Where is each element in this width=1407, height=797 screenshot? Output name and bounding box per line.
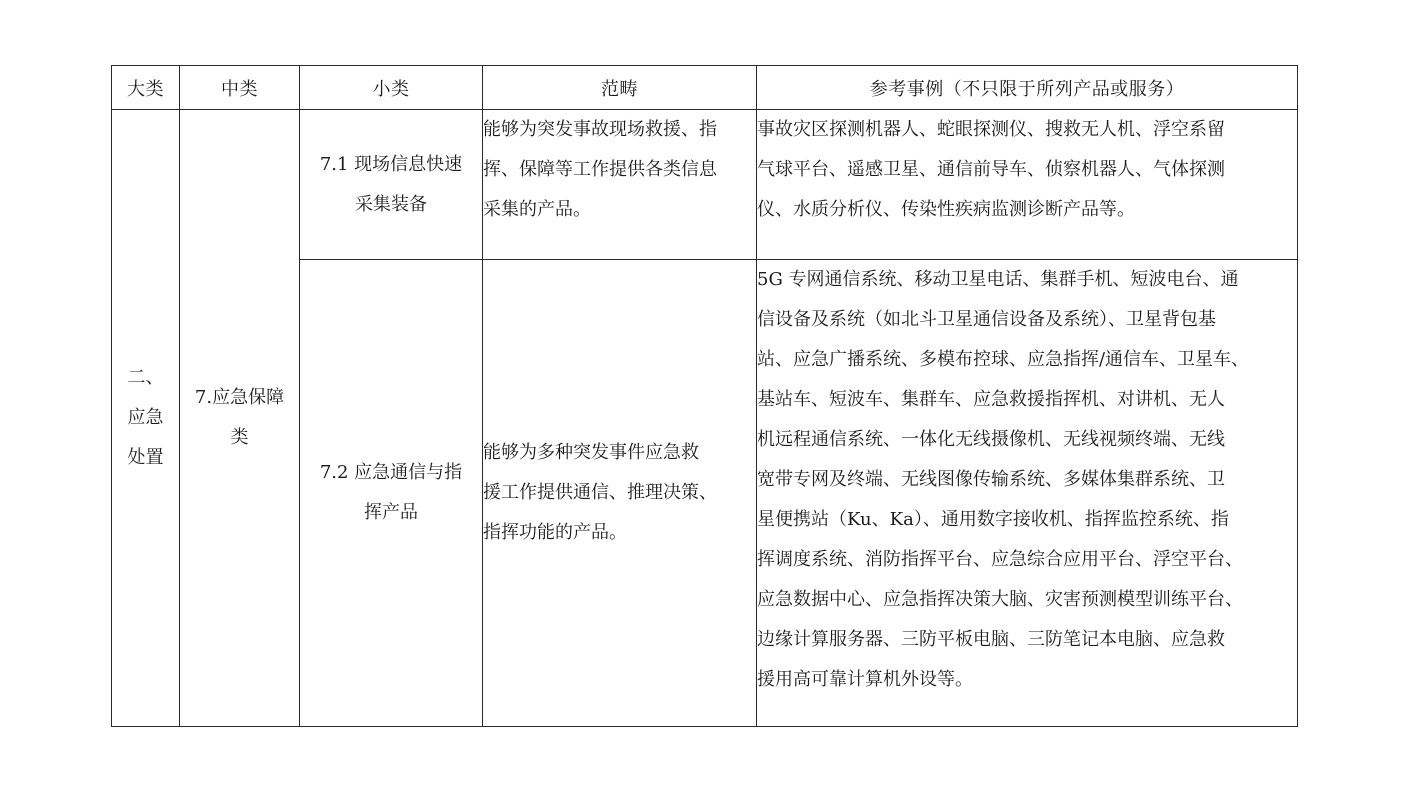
- middle-category-cell: [180, 110, 300, 727]
- scope-line: 援工作提供通信、推理决策、: [483, 482, 717, 503]
- examples-line: 5G 专网通信系统、移动卫星电话、集群手机、短波电台、通: [757, 269, 1239, 290]
- scope-line: 能够为突发事故现场救援、指: [483, 119, 717, 140]
- sub-category-line: 7.2 应急通信与指: [319, 462, 463, 483]
- sub-category-cell: [300, 260, 483, 727]
- scope-line: 挥、保障等工作提供各类信息: [483, 159, 717, 180]
- examples-line: 援用高可靠计算机外设等。: [757, 669, 973, 690]
- examples-line: 信设备及系统（如北斗卫星通信设备及系统）、卫星背包基: [757, 309, 1216, 330]
- header-sub-category: 小类: [300, 66, 483, 110]
- examples-line: 气球平台、遥感卫星、通信前导车、侦察机器人、气体探测: [757, 159, 1225, 180]
- examples-line: 基站车、短波车、集群车、应急救援指挥机、对讲机、无人: [757, 389, 1225, 410]
- examples-line: 站、应急广播系统、多模布控球、应急指挥/通信车、卫星车、: [757, 349, 1250, 370]
- scope-line: 采集的产品。: [483, 199, 591, 220]
- scope-cell: [483, 110, 757, 260]
- scope-line: 指挥功能的产品。: [483, 522, 627, 543]
- scope-line: 能够为多种突发事件应急救: [483, 442, 699, 463]
- classification-table: [111, 65, 1298, 727]
- sub-category-line: 挥产品: [364, 502, 418, 523]
- examples-line: 应急数据中心、应急指挥决策大脑、灾害预测模型训练平台、: [757, 589, 1243, 610]
- middle-category-line: 类: [230, 427, 249, 448]
- sub-category-line: 采集装备: [355, 193, 427, 215]
- examples-line: 机远程通信系统、一体化无线摄像机、无线视频终端、无线: [757, 429, 1225, 450]
- header-middle-category: 中类: [180, 66, 300, 110]
- examples-line: 事故灾区探测机器人、蛇眼探测仪、搜救无人机、浮空系留: [757, 119, 1225, 140]
- sub-category-cell: [300, 110, 483, 260]
- major-category-cell: [112, 110, 180, 727]
- header-examples: 参考事例（不只限于所列产品或服务）: [757, 66, 1298, 110]
- sub-category-line: 7.1 现场信息快速: [319, 153, 463, 175]
- table-row: [112, 110, 1298, 260]
- major-category-line: 应急: [127, 407, 164, 428]
- examples-line: 挥调度系统、消防指挥平台、应急综合应用平台、浮空平台、: [757, 549, 1243, 570]
- header-row: [112, 66, 1298, 110]
- scope-cell: [483, 260, 757, 727]
- examples-cell: [757, 260, 1298, 727]
- header-scope: 范畴: [483, 66, 757, 110]
- examples-line: 边缘计算服务器、三防平板电脑、三防笔记本电脑、应急救: [757, 629, 1225, 650]
- examples-line: 星便携站（Ku、Ka）、通用数字接收机、指挥监控系统、指: [757, 509, 1229, 530]
- header-major-category: 大类: [112, 66, 180, 110]
- middle-category-line: 7.应急保障: [194, 387, 285, 408]
- major-category-line: 处置: [127, 447, 164, 468]
- examples-cell: [757, 110, 1298, 260]
- examples-line: 仪、水质分析仪、传染性疾病监测诊断产品等。: [757, 199, 1135, 220]
- major-category-line: 二、: [127, 367, 164, 388]
- examples-line: 宽带专网及终端、无线图像传输系统、多媒体集群系统、卫: [757, 469, 1225, 490]
